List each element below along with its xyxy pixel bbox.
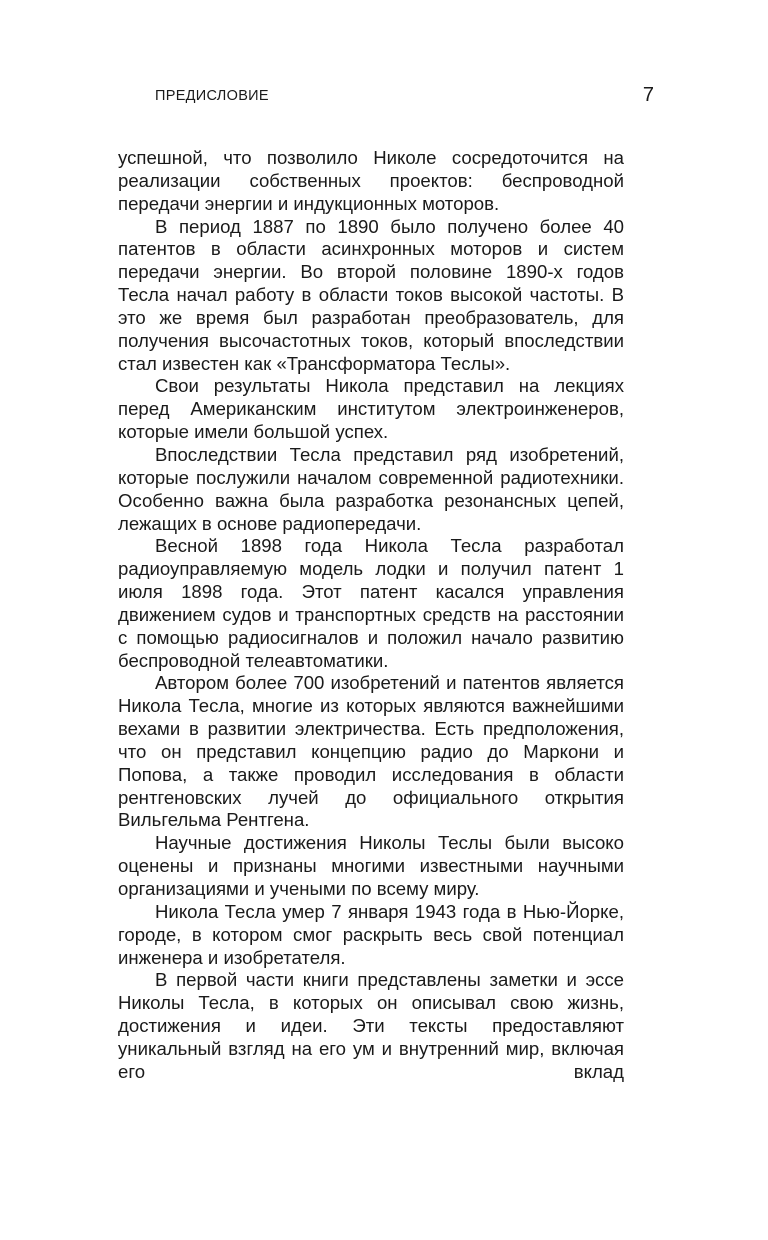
paragraph: Автором более 700 изобретений и патентов является Никола Тесла, многие из которых являются важнейшими вехами в развитии электричества. Есть предположения, что он представил концепцию радио до Маркони и Попова, а также проводил исследования в области рентгеновских лучей до официального открытия Вильгельма Рентгена. <box>118 672 624 831</box>
paragraph: В период 1887 по 1890 было получено более 40 патентов в области асинхронных моторов и систем передачи энергии. Во второй половине 1890-х годов Тесла начал работу в области токов высокой частоты. В это же время был разработан преобразователь, для получения высочастотных токов, который впоследствии стал известен как «Трансформатора Теслы». <box>118 215 624 374</box>
paragraph: Свои результаты Никола представил на лекциях перед Американским институтом электроинженеров, которые имели большой успех. <box>118 375 624 443</box>
paragraph: Впоследствии Тесла представил ряд изобретений, которые послужили началом современной радиотехники. Особенно важна была разработка резонансных цепей, лежащих в основе радиопередачи. <box>118 443 624 534</box>
paragraph: В первой части книги представлены заметки и эссе Николы Тесла, в которых он описывал свою жизнь, достижения и идеи. Эти тексты предоставляют уникальный взгляд на его ум и внутренний мир, включая его вклад <box>118 969 624 1082</box>
paragraph: Научные достижения Николы Теслы были высоко оценены и признаны многими известными научными организациями и учеными по всему миру. <box>118 832 624 899</box>
paragraph: успешной, что позволило Николе сосредоточится на реализации собственных проектов: беспроводной передачи энергии и индукционных моторов. <box>118 147 624 214</box>
body-text <box>118 147 624 1084</box>
page-number: 7 <box>642 84 654 106</box>
running-head-title: ПРЕДИСЛОВИЕ <box>155 88 269 104</box>
paragraph: Весной 1898 года Никола Тесла разработал радиоуправляемую модель лодки и получил патент 1 июля 1898 года. Этот патент касался управления движением судов и транспортных средств на расстоянии с помощью радиосигналов и положил начало развитию беспроводной телеавтоматики. <box>118 535 624 671</box>
paragraph: Никола Тесла умер 7 января 1943 года в Нью-Йорке, городе, в котором смог раскрыть весь свой потенциал инженера и изобретателя. <box>118 900 624 968</box>
